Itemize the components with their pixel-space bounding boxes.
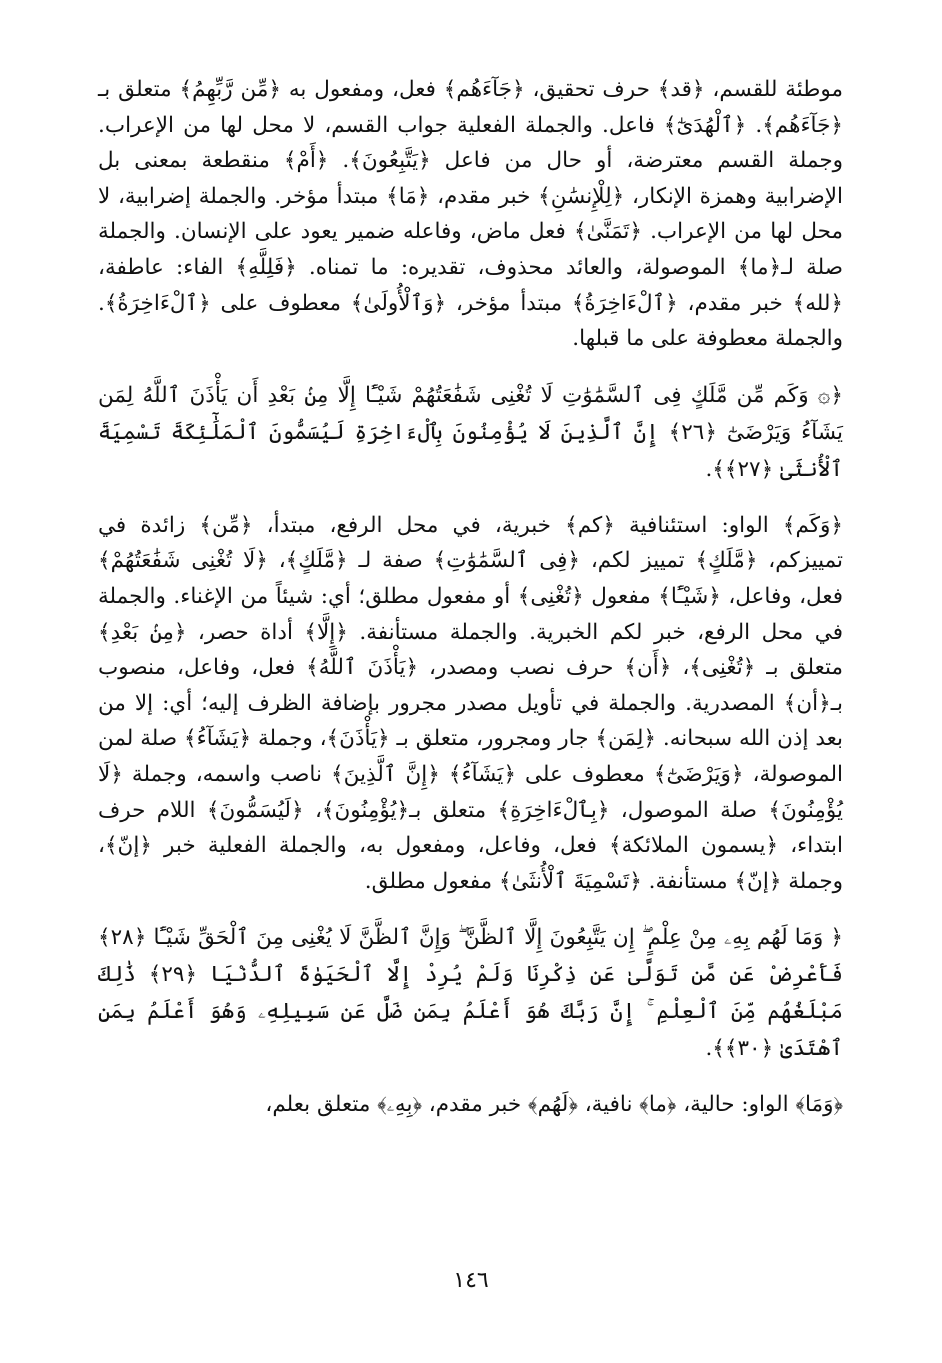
commentary-paragraph-1: موطئة للقسم، ﴿قد﴾ حرف تحقيق، ﴿جَآءَهُم﴾ فعل، ومفعول به ﴿مِّن رَّبِّهِمُ﴾ متعلق بـ ﴿جَآءَهُم﴾. ﴿ٱلْهُدَىٰٓ﴾ فاعل. والجملة الفعلية جواب القسم، لا محل لها من الإعراب. وجملة القسم معترضة، أو حال من فاعل ﴿يَتَّبِعُونَ﴾. ﴿أَمْ﴾ منقطعة بمعنى بل الإضرابية وهمزة الإنكار، ﴿لِلْإِنسَٰنِ﴾ خبر مقدم، ﴿مَا﴾ مبتدأ مؤخر. والجملة إضرابية، لا محل لها من الإعراب. ﴿تَمَنَّىٰ﴾ فعل ماض، وفاعله ضمير يعود على الإنسان. والجملة صلة لـ﴿ما﴾ الموصولة، والعائد محذوف، تقديره: ما تمناه. ﴿فَلِلَّهِ﴾ الفاء: عاطفة، ﴿لله﴾ خبر مقدم، ﴿ٱلْءَاخِرَةُ﴾ مبتدأ مؤخر، ﴿وَٱلْأُولَىٰ﴾ معطوف على ﴿ٱلْءَاخِرَةُ﴾. والجملة معطوفة على ما قبلها.	[98, 77, 843, 352]
quran-verses-26-27: ﴿۞ وَكَم مِّن مَّلَكٍ فِى ٱلسَّمَٰوَٰتِ لَا تُغْنِى شَفَٰعَتُهُمْ شَيْـًٔا إِلَّا مِنۢ بَعْدِ أَن يَأْذَنَ ٱللَّهُ لِمَن يَشَآءُ وَيَرْضَىٰٓ ﴿٢٦﴾ إِنَّ ٱلَّذِينَ لَا يُؤْمِنُونَ بِٱلْءَاخِرَةِ لَيُسَمُّونَ ٱلْمَلَٰٓئِكَةَ تَسْمِيَةَ ٱلْأُنثَىٰ ﴿٢٧﴾﴾.	[98, 382, 843, 482]
commentary-paragraph-2: ﴿وَكَم﴾ الواو: استئنافية ﴿كم﴾ خبرية، في محل الرفع، مبتدأ، ﴿مِّن﴾ زائدة في تمييزكم، ﴿مَّلَكٍ﴾ تمييز لكم، ﴿فِى ٱلسَّمَٰوَٰتِ﴾ صفة لـ ﴿مَّلَكٍ﴾، ﴿لَا تُغْنِى شَفَٰعَتُهُمْ﴾ فعل، وفاعل، ﴿شَيْـًٔا﴾ مفعول ﴿تُغْنِى﴾ أو مفعول مطلق؛ أي: شيئاً من الإغناء. والجملة في محل الرفع، خبر لكم الخبرية. والجملة مستأنفة. ﴿إِلَّا﴾ أداة حصر، ﴿مِنۢ بَعْدِ﴾ متعلق بـ ﴿تُغْنِى﴾، ﴿أَن﴾ حرف نصب ومصدر، ﴿يَأْذَنَ ٱللَّهُ﴾ فعل، وفاعل، منصوب بـ﴿أن﴾ المصدرية. والجملة في تأويل مصدر مجرور بإضافة الظرف إليه؛ أي: إلا من بعد إذن الله سبحانه. ﴿لِمَن﴾ جار ومجرور، متعلق بـ ﴿يَأْذَنَ﴾، وجملة ﴿يَشَآءُ﴾ صلة لمن الموصولة، ﴿وَيَرْضَىٰٓ﴾ معطوف على ﴿يَشَآءُ﴾ ﴿إِنَّ ٱلَّذِينَ﴾ ناصب واسمه، وجملة ﴿لَا يُؤْمِنُونَ﴾ صلة الموصول، ﴿بِٱلْءَاخِرَةِ﴾ متعلق بـ﴿يُؤْمِنُونَ﴾، ﴿لَيُسَمُّونَ﴾ اللام حرف ابتداء، ﴿يسمون الملائكة﴾ فعل، وفاعل، ومفعول به، والجملة الفعلية خبر ﴿إنّ﴾، وجملة ﴿إنّ﴾ مستأنفة. ﴿تَسْمِيَةَ ٱلْأُنثَىٰ﴾ مفعول مطلق.	[98, 512, 843, 894]
page-number: ١٤٦	[453, 1268, 489, 1293]
quran-verses-28-30: ﴿ وَمَا لَهُم بِهِۦ مِنْ عِلْمٍ ۖ إِن يَتَّبِعُونَ إِلَّا ٱلظَّنَّ ۖ وَإِنَّ ٱلظَّنَّ لَا يُغْنِى مِنَ ٱلْحَقِّ شَيْـًٔا ﴿٢٨﴾ فَأَعْرِضْ عَن مَّن تَوَلَّىٰ عَن ذِكْرِنَا وَلَمْ يُرِدْ إِلَّا ٱلْحَيَوٰةَ ٱلدُّنْيَا ﴿٢٩﴾ ذَٰلِكَ مَبْلَغُهُم مِّنَ ٱلْعِلْمِ ۚ إِنَّ رَبَّكَ هُوَ أَعْلَمُ بِمَن ضَلَّ عَن سَبِيلِهِۦ وَهُوَ أَعْلَمُ بِمَنِ ٱهْتَدَىٰ ﴿٣٠﴾﴾.	[98, 925, 843, 1062]
page-body	[98, 72, 843, 1123]
commentary-paragraph-3: ﴿وَمَا﴾ الواو: حالية، ﴿ما﴾ نافية، ﴿لَهُم﴾ خبر مقدم، ﴿بِهِۦ﴾ متعلق بعلم،	[265, 1092, 843, 1118]
